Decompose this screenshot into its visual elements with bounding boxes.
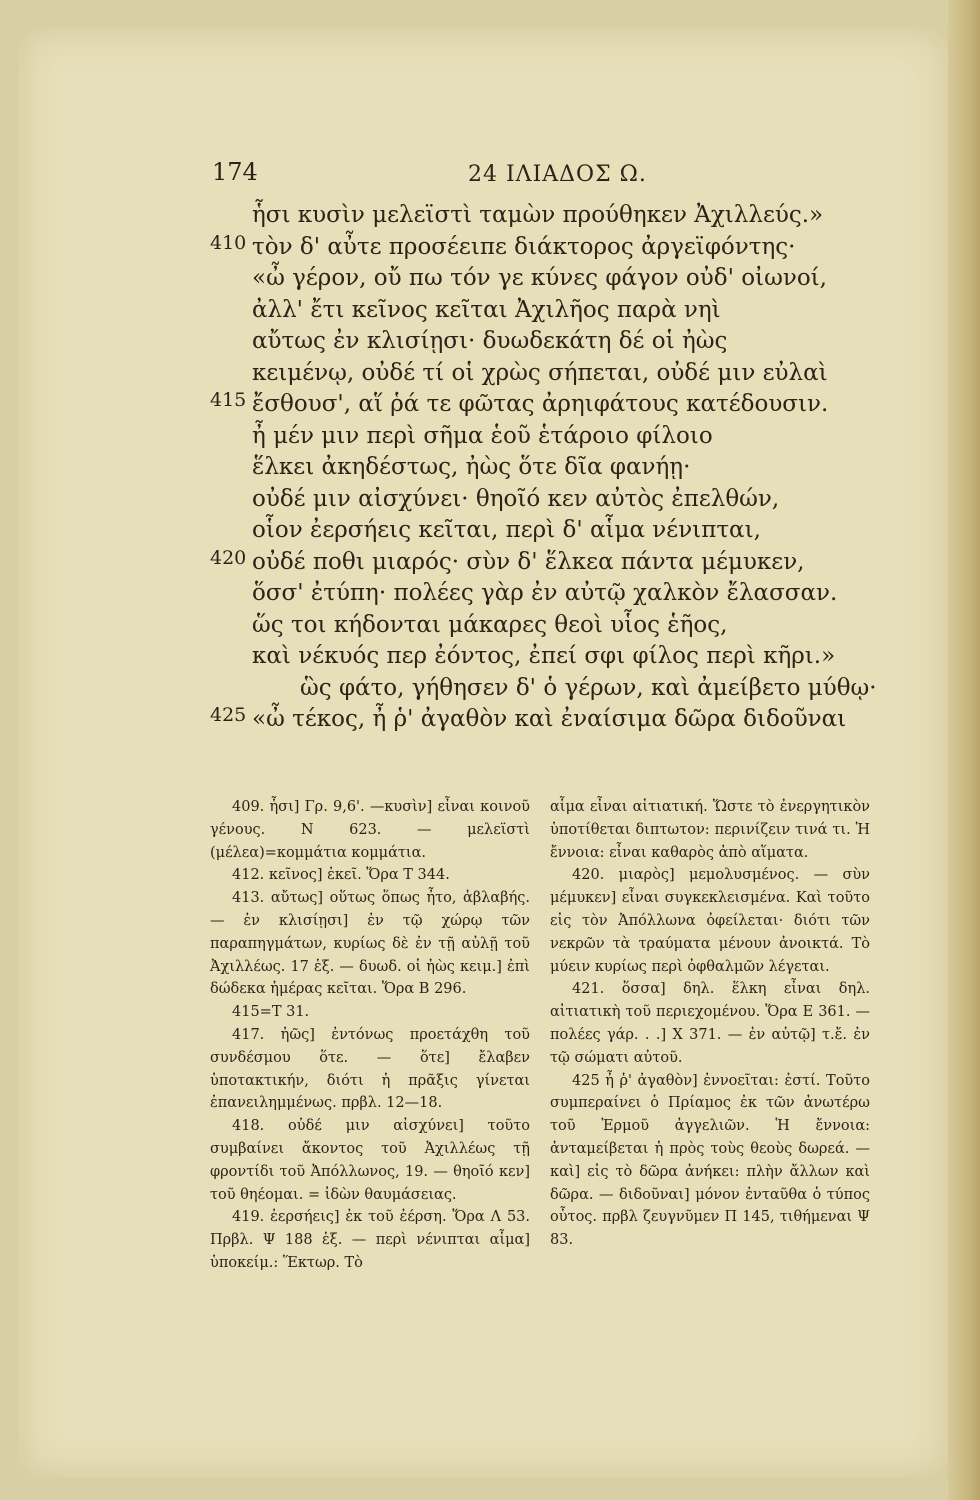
- verse-content: αὔτως ἐν κλισίῃσι· δυωδεκάτη δέ οἱ ἠὼς: [252, 328, 728, 354]
- verse-content: καὶ νέκυός περ ἐόντος, ἐπεί σφι φίλος περὶ κῆρι.»: [252, 643, 836, 669]
- verse-line: [210, 232, 860, 264]
- running-head: 24 ΙΛΙΑΔΟΣ Ω.: [468, 162, 647, 187]
- verse-line: [210, 578, 860, 610]
- verse-content: κειμένῳ, οὐδέ τί οἱ χρὼς σήπεται, οὐδέ μιν εὐλαὶ: [252, 359, 828, 386]
- notes-left-column: [210, 796, 530, 1275]
- verse-line: [210, 326, 860, 358]
- verse-line: [210, 704, 860, 736]
- note-paragraph: 409. ἧσι] Γρ. 9,6'. —κυσὶν] εἶναι κοινοῦ γένους. Ν 623. — μελεϊστὶ (μέλεα)=κομμάτια κομμάτια.: [210, 799, 530, 861]
- note-paragraph: 415=Τ 31.: [232, 1004, 310, 1021]
- verse-line: [210, 547, 860, 579]
- verse-content: «ὦ τέκος, ἦ ῥ' ἀγαθὸν καὶ ἐναίσιμα δῶρα διδοῦναι: [252, 706, 847, 732]
- verse-text: [210, 200, 877, 736]
- commentary-notes: [210, 796, 870, 1275]
- verse-line: [210, 673, 877, 705]
- note-paragraph: 413. αὔτως] οὕτως ὅπως ἦτο, ἀβλαβής. — ἐν κλισίῃσι] ἐν τῷ χώρῳ τῶν παραπηγμάτων, κυρίως δὲ ἐν τῇ αὐλῇ τοῦ Ἀχιλλέως. 17 ἑξ. — δυωδ. οἱ ἠὼς κειμ.] ἐπὶ δώδεκα ἡμέρας κεῖται. Ὅρα Β 296.: [210, 890, 530, 998]
- verse-content: ὅσσ' ἐτύπη· πολέες γὰρ ἐν αὐτῷ χαλκὸν ἔλασσαν.: [252, 580, 838, 606]
- notes-right-column: [550, 796, 870, 1275]
- verse-content: ὣς φάτο, γήθησεν δ' ὁ γέρων, καὶ ἀμείβετο μύθῳ·: [300, 674, 877, 701]
- verse-number: 415: [210, 389, 247, 411]
- note-paragraph: 417. ἠῶς] ἐντόνως προετάχθη τοῦ συνδέσμου ὅτε. — ὅτε] ἔλαβεν ὑποτακτικήν, διότι ἡ πρᾶξις γίνεται ἐπανειλημμένως. πρβλ. 12—18.: [210, 1026, 530, 1112]
- verse-line: [210, 515, 860, 547]
- note-paragraph: 418. οὐδέ μιν αἰσχύνει] τοῦτο συμβαίνει ἄκοντος τοῦ Ἀχιλλέως τῇ φροντίδι τοῦ Ἀπόλλωνος, 19. — θηοῖό κεν] τοῦ θηέομαι. = ἰδὼν θαυμάσειας.: [210, 1118, 530, 1203]
- verse-content: ἦ μέν μιν περὶ σῆμα ἑοῦ ἑτάροιο φίλοιο: [252, 422, 713, 449]
- note-paragraph: 425 ἦ ῥ' ἀγαθὸν] ἐννοεῖται: ἐστί. Τοῦτο συμπεραίνει ὁ Πρίαμος ἐκ τῶν ἀνωτέρω τοῦ Ἑρμοῦ ἀγγελιῶν. Ἡ ἔννοια: ἀνταμείβεται ἡ πρὸς τοὺς θεοὺς δωρεά. —καὶ] εἰς τὸ δῶρα ἀνήκει: πλὴν ἄλλων καὶ δῶρα. — διδοῦναι] μόνον ἐνταῦθα ὁ τύπος οὗτος. πρβλ ζευγνῦμεν Π 145, τιθήμεναι Ψ 83.: [550, 1072, 870, 1249]
- note-paragraph: αἷμα εἶναι αἰτιατική. Ὥστε τὸ ἐνεργητικὸν ὑποτίθεται διπτωτον: περινίζειν τινά τι. Ἡ ἔννοια: εἶναι καθαρὸς ἀπὸ αἵματα.: [550, 799, 870, 861]
- verse-line: [210, 358, 860, 390]
- verse-content: ἀλλ' ἔτι κεῖνος κεῖται Ἀχιλῆος παρὰ νηὶ: [252, 296, 721, 323]
- verse-line: [210, 200, 860, 232]
- verse-content: ἧσι κυσὶν μελεϊστὶ ταμὼν προύθηκεν Ἀχιλλεύς.»: [252, 202, 824, 228]
- verse-line: [210, 389, 860, 421]
- note-paragraph: 419. ἐερσήεις] ἐκ τοῦ ἐέρση. Ὅρα Λ 53. Πρβλ. Ψ 188 ἑξ. — περὶ νένιπται αἷμα] ὑποκείμ.: Ἕκτωρ. Τὸ: [210, 1209, 530, 1271]
- verse-number: 425: [210, 704, 247, 726]
- page-number: 174: [212, 158, 258, 186]
- note-paragraph: 421. ὅσσα] δηλ. ἕλκη εἶναι δηλ. αἰτιατικὴ τοῦ περιεχομένου. Ὅρα Ε 361. —πολέες γάρ. . .] Χ 371. — ἐν αὐτῷ] τ.ἔ. ἐν τῷ σώματι αὐτοῦ.: [550, 981, 870, 1066]
- verse-line: [210, 421, 860, 453]
- page-header: [0, 158, 980, 192]
- verse-content: τὸν δ' αὖτε προσέειπε διάκτορος ἀργεϊφόντης·: [252, 233, 796, 260]
- note-paragraph: 420. μιαρὸς] μεμολυσμένος. — σὺν μέμυκεν] εἶναι συγκεκλεισμένα. Καὶ τοῦτο εἰς τὸν Ἀπόλλωνα ὀφείλεται· διότι τῶν νεκρῶν τὰ τραύματα μένουν ἀνοικτά. Τὸ μύειν κυρίως περὶ ὀφθαλμῶν λέγεται.: [550, 867, 870, 975]
- verse-line: [210, 641, 860, 673]
- verse-line: [210, 452, 860, 484]
- verse-content: «ὦ γέρον, οὔ πω τόν γε κύνες φάγον οὐδ' οἰωνοί,: [252, 265, 827, 291]
- verse-content: οὐδέ ποθι μιαρός· σὺν δ' ἕλκεα πάντα μέμυκεν,: [252, 548, 805, 575]
- page-edge: [948, 0, 980, 1500]
- verse-content: ἕλκει ἀκηδέστως, ἠὼς ὅτε δῖα φανήῃ·: [252, 454, 691, 480]
- verse-line: [210, 484, 860, 516]
- verse-content: ὥς τοι κήδονται μάκαρες θεοὶ υἷος ἑῆος,: [252, 611, 728, 638]
- note-paragraph: 412. κεῖνος] ἐκεῖ. Ὅρα Τ 344.: [232, 867, 450, 884]
- verse-line: [210, 610, 860, 642]
- verse-number: 420: [210, 546, 247, 569]
- verse-line: [210, 295, 860, 327]
- verse-content: οἷον ἐερσήεις κεῖται, περὶ δ' αἷμα νένιπται,: [252, 517, 761, 543]
- verse-content: ἔσθουσ', αἵ ῥά τε φῶτας ἀρηιφάτους κατέδουσιν.: [252, 391, 829, 417]
- verse-content: οὐδέ μιν αἰσχύνει· θηοῖό κεν αὐτὸς ἐπελθών,: [252, 485, 780, 512]
- verse-number: 410: [210, 231, 247, 254]
- verse-line: [210, 263, 860, 295]
